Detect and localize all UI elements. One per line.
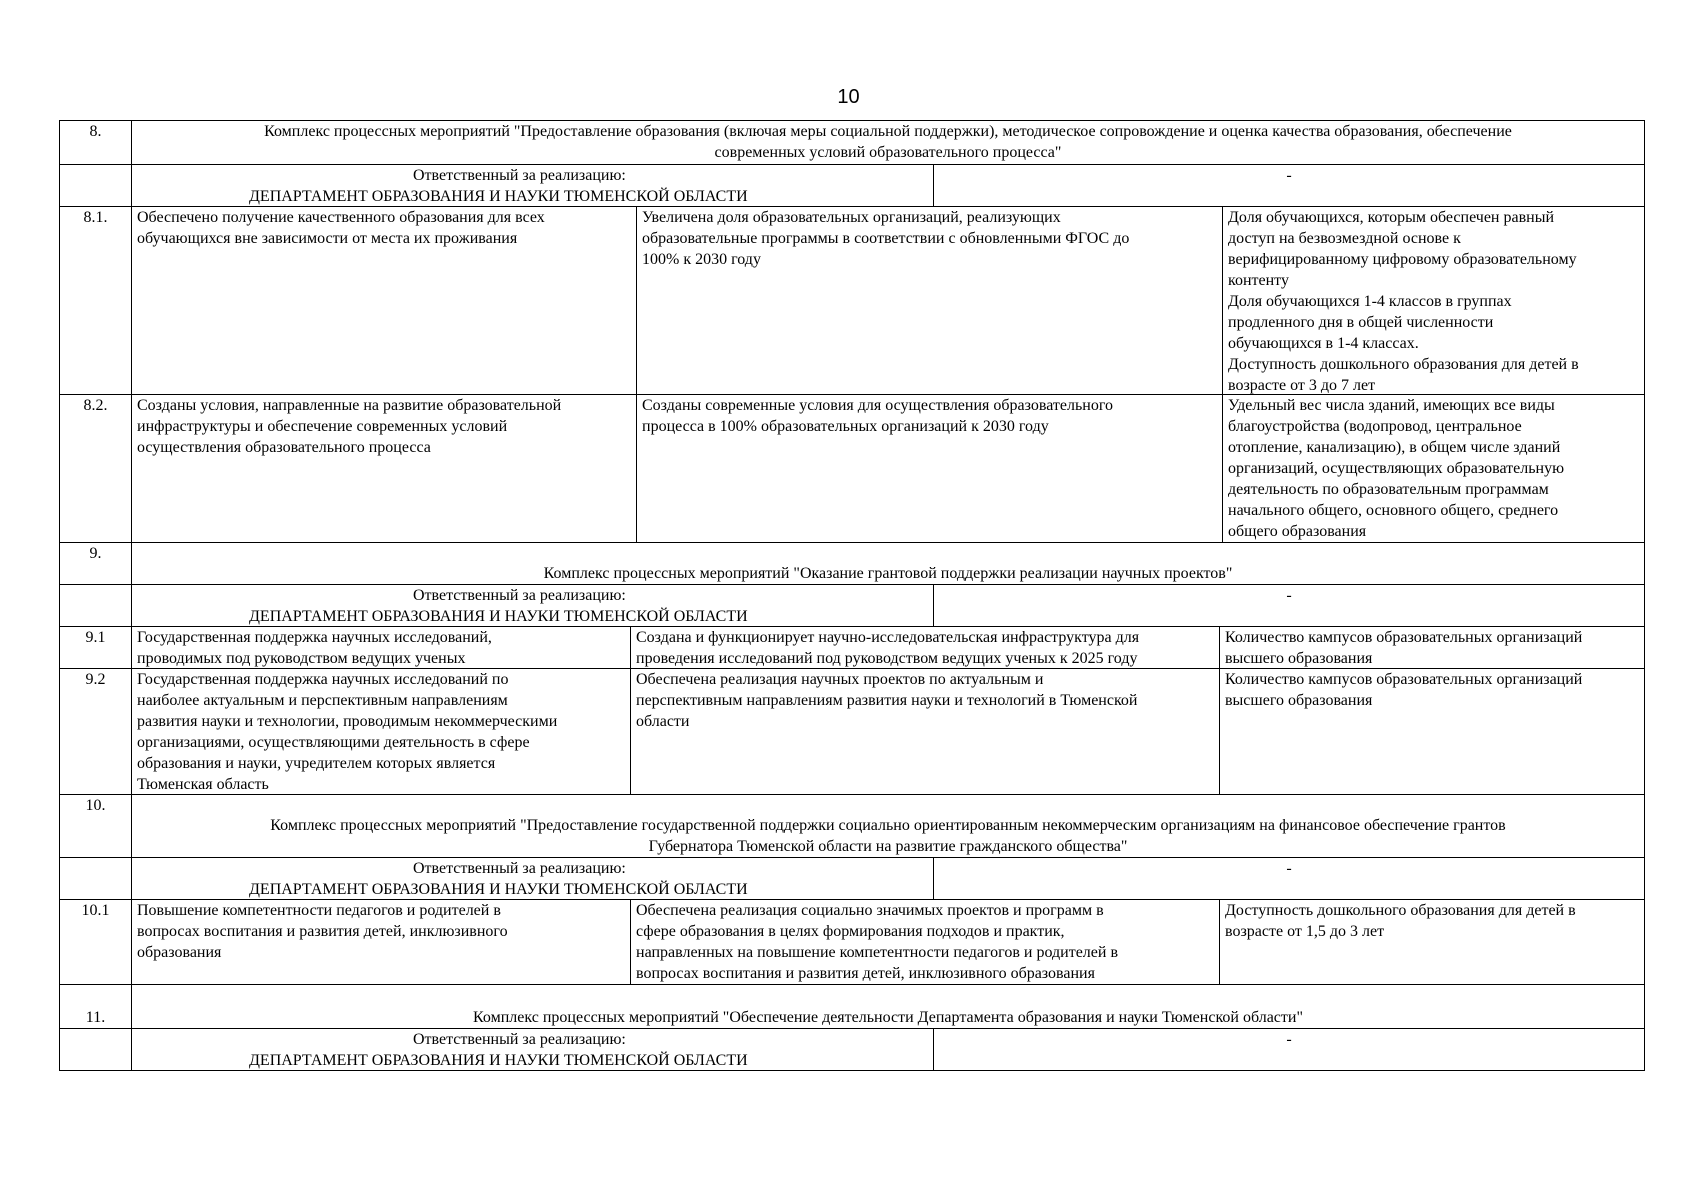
row-number: 9.2 <box>59 668 131 794</box>
table-row <box>59 626 1645 668</box>
responsible-right: - <box>933 164 1645 206</box>
responsible-value: ДЕПАРТАМЕНТ ОБРАЗОВАНИЯ И НАУКИ ТЮМЕНСКОЙ ОБЛАСТИ <box>249 188 748 205</box>
responsible-row <box>59 857 1645 899</box>
responsible-right: - <box>933 584 1645 626</box>
section-title-row <box>59 542 1645 584</box>
row-task: Повышение компетентности педагогов и родителей в вопросах воспитания и развития детей, инклюзивного образования <box>137 902 508 961</box>
section-title-row <box>59 120 1645 164</box>
section-number: 9. <box>59 542 131 584</box>
responsible-row <box>59 164 1645 206</box>
responsible-label: Ответственный за реализацию: <box>413 587 626 604</box>
section-title: Комплекс процессных мероприятий "Предоставление образования (включая меры социальной поддержки), методическое сопровождение и оценка качества образования, обеспечение современных условий образовательного процесса" <box>264 123 1512 161</box>
section-number: 10. <box>59 794 131 857</box>
section-title-row <box>59 984 1645 1028</box>
row-task: Обеспечено получение качественного образования для всех обучающихся вне зависимости от места их проживания <box>137 209 545 247</box>
responsible-value: ДЕПАРТАМЕНТ ОБРАЗОВАНИЯ И НАУКИ ТЮМЕНСКОЙ ОБЛАСТИ <box>249 608 748 625</box>
row-indicator: Количество кампусов образовательных организаций высшего образования <box>1225 671 1583 709</box>
row-result: Увеличена доля образовательных организаций, реализующих образовательные программы в соответствии с обновленными ФГОС до 100% к 2030 году <box>642 209 1130 268</box>
row-number: 9.1 <box>59 626 131 668</box>
section-title: Комплекс процессных мероприятий "Предоставление государственной поддержки социально ориентированным некоммерческим организациям на финансовое обеспечение грантов Губернатора Тюменской области на развитие гражданского общества" <box>270 817 1506 855</box>
responsible-row <box>59 584 1645 626</box>
section-title: Комплекс процессных мероприятий "Оказание грантовой поддержки реализации научных проектов" <box>543 565 1233 582</box>
table-row <box>59 394 1645 542</box>
responsible-label: Ответственный за реализацию: <box>413 860 626 877</box>
row-result: Созданы современные условия для осуществления образовательного процесса в 100% образовательных организаций к 2030 году <box>642 397 1113 435</box>
section-title: Комплекс процессных мероприятий "Обеспечение деятельности Департамента образования и науки Тюменской области" <box>473 1009 1303 1026</box>
responsible-label: Ответственный за реализацию: <box>413 167 626 184</box>
row-result: Обеспечена реализация научных проектов по актуальным и перспективным направлениям развития науки и технологий в Тюменской области <box>636 671 1138 730</box>
responsible-value: ДЕПАРТАМЕНТ ОБРАЗОВАНИЯ И НАУКИ ТЮМЕНСКОЙ ОБЛАСТИ <box>249 1052 748 1069</box>
responsible-value: ДЕПАРТАМЕНТ ОБРАЗОВАНИЯ И НАУКИ ТЮМЕНСКОЙ ОБЛАСТИ <box>249 881 748 898</box>
row-task: Государственная поддержка научных исследований по наиболее актуальным и перспективным направлениям развития науки и технологии, проводимым некоммерческими организациями, осуществляющими деятельность в сфере образования и науки, учредителем которых является Тюменская область <box>137 671 558 793</box>
row-indicator: Удельный вес числа зданий, имеющих все виды благоустройства (водопровод, центральное отопление, канализацию), в общем числе зданий организаций, осуществляющих образовательную деятельность по образовательным программам начального общего, основного общего, среднего общего образования <box>1228 397 1565 540</box>
row-result: Обеспечена реализация социально значимых проектов и программ в сфере образования в целях формирования подходов и практик, направленных на повышение компетентности педагогов и родителей в вопросах воспитания и развития детей, инклюзивного образования <box>636 902 1118 982</box>
row-result: Создана и функционирует научно-исследовательская инфраструктура для проведения исследований под руководством ведущих ученых к 2025 году <box>636 629 1140 667</box>
row-number: 8.1. <box>59 206 131 394</box>
row-indicator: Доля обучающихся, которым обеспечен равный доступ на безвозмездной основе к верифицированному цифровому образовательному контенту Доля обучающихся 1-4 классов в группах продленного дня в общей численности обучающихся в 1-4 классах. Доступность дошкольного образования для детей в возрасте от 3 до 7 лет <box>1228 209 1579 394</box>
responsible-right: - <box>933 857 1645 899</box>
row-number: 8.2. <box>59 394 131 542</box>
page-number: 10 <box>837 86 860 108</box>
section-title-row <box>59 794 1645 857</box>
row-indicator: Количество кампусов образовательных организаций высшего образования <box>1225 629 1583 667</box>
row-number: 10.1 <box>59 899 131 984</box>
section-number: 8. <box>59 120 131 164</box>
table-row <box>59 206 1645 394</box>
responsible-label: Ответственный за реализацию: <box>413 1031 626 1048</box>
row-task: Государственная поддержка научных исследований, проводимых под руководством ведущих ученых <box>137 629 492 667</box>
row-task: Созданы условия, направленные на развитие образовательной инфраструктуры и обеспечение современных условий осуществления образовательного процесса <box>137 397 562 456</box>
responsible-row <box>59 1028 1645 1071</box>
table-row <box>59 668 1645 794</box>
section-number: 11. <box>85 1009 106 1026</box>
responsible-right: - <box>933 1028 1645 1071</box>
table-row <box>59 899 1645 984</box>
row-indicator: Доступность дошкольного образования для детей в возрасте от 1,5 до 3 лет <box>1225 902 1576 940</box>
